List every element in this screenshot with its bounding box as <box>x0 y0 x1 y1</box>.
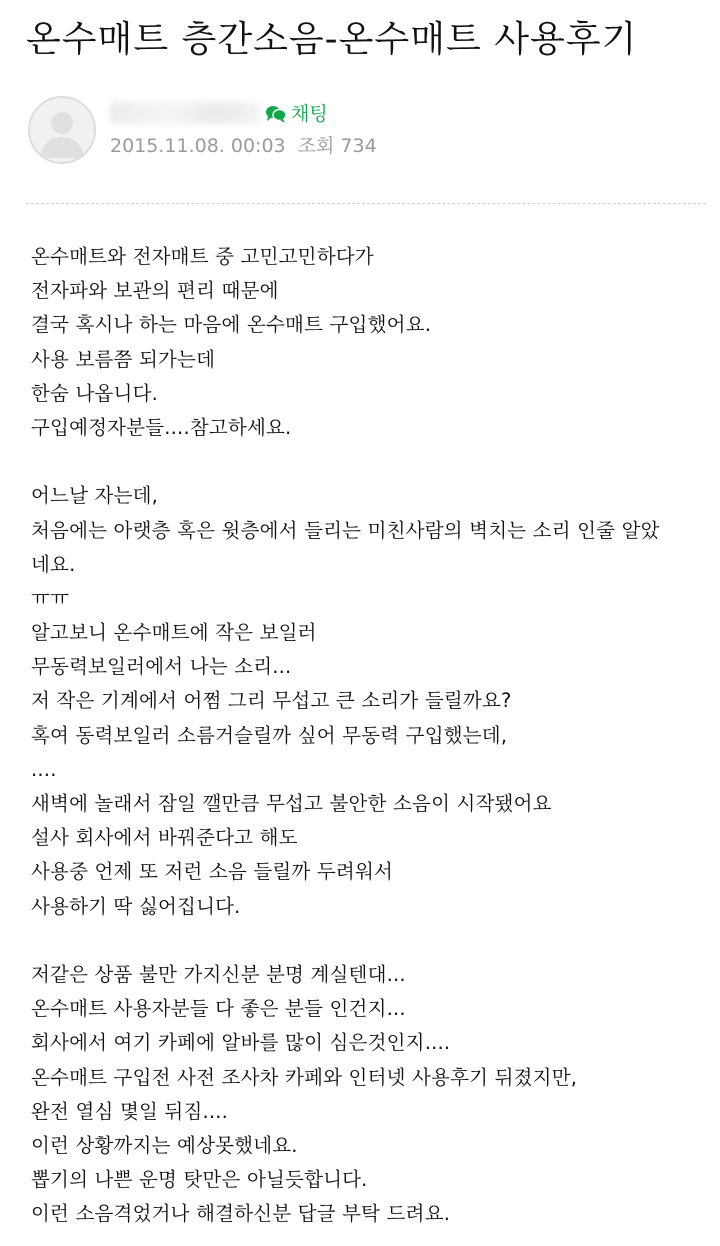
body-line: 저 작은 기계에서 어쩜 그리 무섭고 큰 소리가 들릴까요? <box>31 689 512 713</box>
body-line: 이런 상황까지는 예상못했네요. <box>31 1133 298 1157</box>
blank-line <box>31 445 715 479</box>
body-line: 회사에서 여기 카페에 알바를 많이 심은것인지.... <box>31 1031 451 1055</box>
body-line: 전자파와 보관의 편리 때문에 <box>31 279 279 303</box>
chat-button[interactable] <box>265 100 328 128</box>
avatar[interactable] <box>28 96 96 164</box>
body-line: 결국 혹시나 하는 마음에 온수매트 구입했어요. <box>31 313 432 337</box>
body-line: 새벽에 놀래서 잠일 깰만큼 무섭고 불안한 소음이 시작됐어요 <box>31 792 552 815</box>
body-line: 설사 회사에서 바꿔준다고 해도 <box>31 826 298 850</box>
body-line: 저같은 상품 불만 가지신분 분명 계실텐대... <box>31 962 406 986</box>
body-line: 어느날 자는데, <box>31 484 159 508</box>
avatar-placeholder-icon <box>30 98 94 162</box>
body-line: 네요. <box>31 552 76 576</box>
body-line: 알고보니 온수매트에 작은 보일러 <box>31 621 317 645</box>
blank-line <box>31 924 715 958</box>
body-line: 혹여 동력보일러 소름거슬릴까 싶어 무동력 구입했는데, <box>31 723 508 747</box>
body-line: 사용 보름쯤 되가는데 <box>31 347 216 371</box>
divider <box>26 203 706 204</box>
body-line: 사용중 언제 또 저런 소음 들릴까 두려워서 <box>31 860 394 884</box>
body-line: 구입예정자분들....참고하세요. <box>31 415 292 439</box>
speech-bubble-icon <box>265 104 287 124</box>
body-line: 이런 소음격었거나 해결하신분 답글 부탁 드려요. <box>31 1202 451 1226</box>
body-line: 뽑기의 나쁜 운명 탓만은 아닐듯합니다. <box>31 1168 368 1192</box>
view-count: 조회 734 <box>297 135 377 157</box>
body-line: 사용하기 딱 싫어집니다. <box>31 894 241 918</box>
body-line: 처음에는 아랫층 혹은 윗층에서 들리는 미친사람의 벽치는 소리 인줄 알았 <box>31 518 660 542</box>
chat-label: 채팅 <box>291 103 328 125</box>
body-line: 온수매트 사용자분들 다 좋은 분들 인건지... <box>31 997 406 1021</box>
body-line: 온수매트와 전자매트 중 고민고민하다가 <box>31 245 374 268</box>
body-line: ㅠㅠ <box>31 586 70 610</box>
body-line: .... <box>31 757 57 781</box>
post-meta <box>110 132 377 160</box>
post-title: 온수매트 층간소음-온수매트 사용후기 <box>26 19 638 60</box>
post-date: 2015.11.08. 00:03 <box>110 135 286 157</box>
body-line: 온수매트 구입전 사전 조사차 카페와 인터넷 사용후기 뒤졌지만, <box>31 1065 578 1089</box>
body-line: 완전 열심 몇일 뒤짐.... <box>31 1099 229 1123</box>
body-line: 무동력보일러에서 나는 소리... <box>31 655 292 679</box>
post-body <box>31 240 715 1231</box>
body-line: 한숨 나옵니다. <box>31 381 159 405</box>
author-name-blurred <box>110 102 260 124</box>
